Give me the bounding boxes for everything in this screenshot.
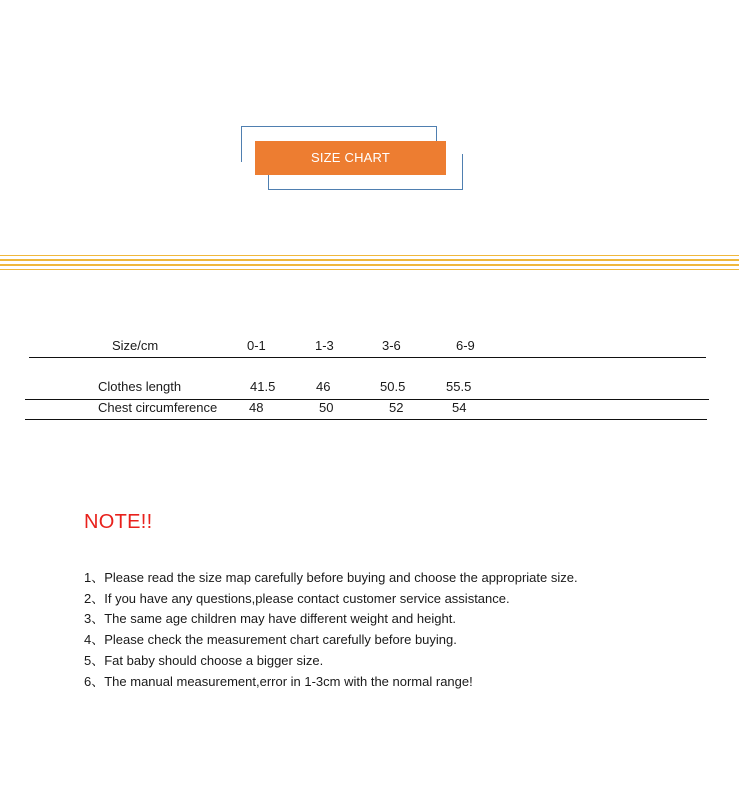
note-item: 3、The same age children may have different weight and height. — [84, 611, 456, 626]
note-item: 2、If you have any questions,please contact customer service assistance. — [84, 591, 510, 606]
size-col-2: 3-6 — [382, 338, 401, 353]
size-col-1: 1-3 — [315, 338, 334, 353]
row-value: 54 — [452, 400, 467, 415]
row-value: 46 — [316, 379, 331, 394]
row-value: 55.5 — [446, 379, 472, 394]
size-chart-title: SIZE CHART — [255, 141, 446, 175]
row-value: 48 — [249, 400, 264, 415]
note-title: NOTE!! — [84, 511, 153, 533]
row-value: 50.5 — [380, 379, 406, 394]
table-bottom-line — [25, 419, 707, 420]
row-label: Chest circumference — [98, 400, 218, 415]
row-value: 41.5 — [250, 379, 276, 394]
note-item: 6、The manual measurement,error in 1-3cm with the normal range! — [84, 674, 473, 689]
row-label: Clothes length — [98, 379, 182, 394]
row-value: 50 — [319, 400, 334, 415]
note-item: 1、Please read the size map carefully before buying and choose the appropriate size. — [84, 570, 578, 585]
table-header-line — [29, 357, 706, 358]
table-header-label: Size/cm — [112, 338, 159, 353]
size-col-3: 6-9 — [456, 338, 475, 353]
note-item: 5、Fat baby should choose a bigger size. — [84, 653, 324, 668]
size-col-0: 0-1 — [247, 338, 266, 353]
row-value: 52 — [389, 400, 404, 415]
note-item: 4、Please check the measurement chart carefully before buying. — [84, 632, 457, 647]
